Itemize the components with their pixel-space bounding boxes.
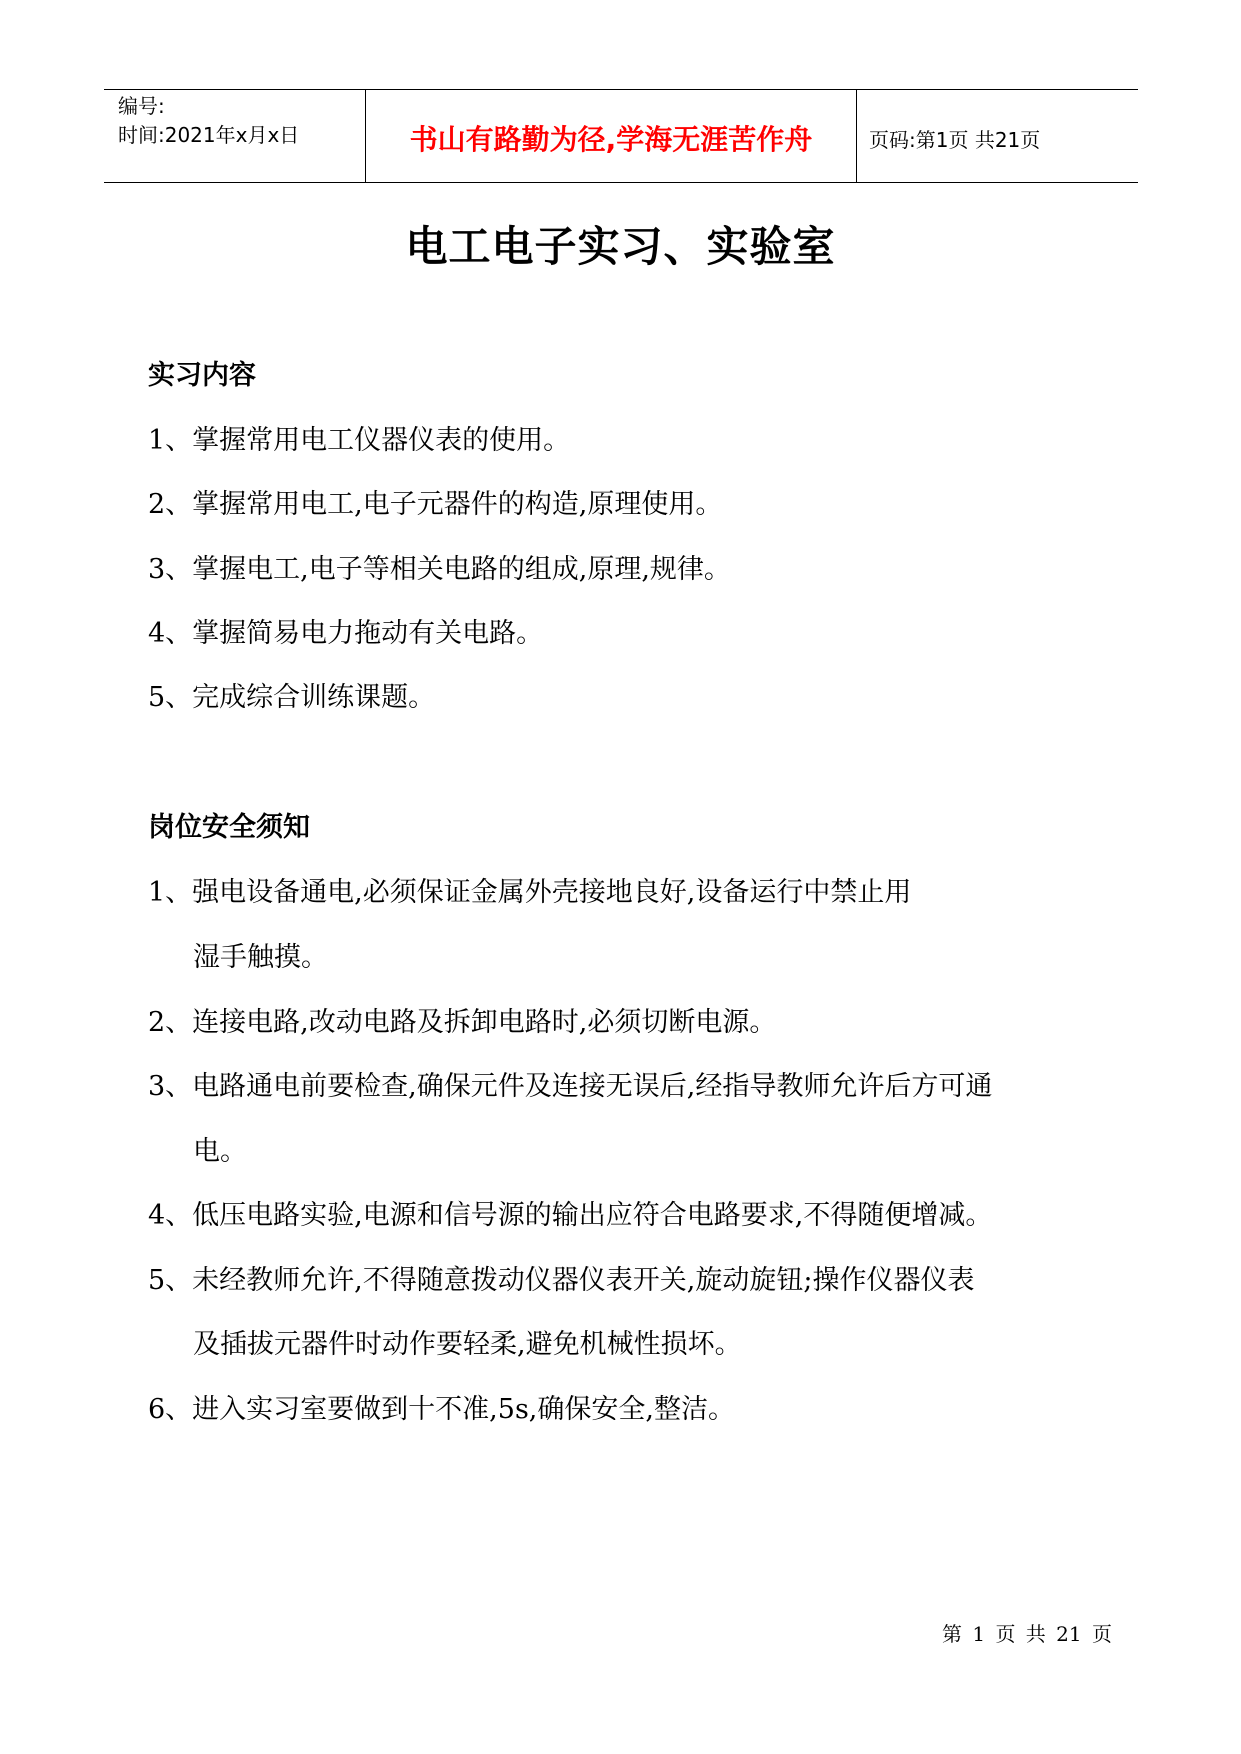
header-meta [104,90,366,182]
safety-item: 5、未经教师允许,不得随意拨动仪器仪表开关,旋动旋钮;操作仪器仪表 [148,1265,975,1296]
safety-item: 4、低压电路实验,电源和信号源的输出应符合电路要求,不得随便增减。 [148,1200,993,1231]
section-heading-content: 实习内容 [148,360,256,391]
content-item: 2、掌握常用电工,电子元器件的构造,原理使用。 [148,489,723,520]
section-heading-safety: 岗位安全须知 [148,812,310,843]
page-title: 电工电子实习、实验室 [405,222,836,271]
safety-item-continuation: 湿手触摸。 [193,942,328,973]
safety-item: 1、强电设备通电,必须保证金属外壳接地良好,设备运行中禁止用 [148,877,912,908]
number-label: 编号: [118,94,165,118]
content-item: 3、掌握电工,电子等相关电路的组成,原理,规律。 [148,554,731,585]
safety-item-continuation: 电。 [193,1136,247,1167]
time-text: 时间:2021年x月x日 [118,123,300,147]
safety-item-continuation: 及插拔元器件时动作要轻柔,避免机械性损坏。 [193,1329,742,1360]
header-page-code: 页码:第1页 共21页 [869,127,1041,152]
safety-item: 2、连接电路,改动电路及拆卸电路时,必须切断电源。 [148,1007,777,1038]
safety-item: 3、电路通电前要检查,确保元件及连接无误后,经指导教师允许后方可通 [148,1071,993,1102]
content-item: 5、完成综合训练课题。 [148,682,436,713]
page-footer: 第 1 页 共 21 页 [942,1622,1112,1646]
content-item: 4、掌握简易电力拖动有关电路。 [148,618,544,649]
content-item: 1、掌握常用电工仪器仪表的使用。 [148,425,571,456]
safety-item: 6、进入实习室要做到十不准,5s,确保安全,整洁。 [148,1394,735,1425]
header-motto: 书山有路勤为径,学海无涯苦作舟 [366,90,857,182]
document-header [104,89,1138,183]
